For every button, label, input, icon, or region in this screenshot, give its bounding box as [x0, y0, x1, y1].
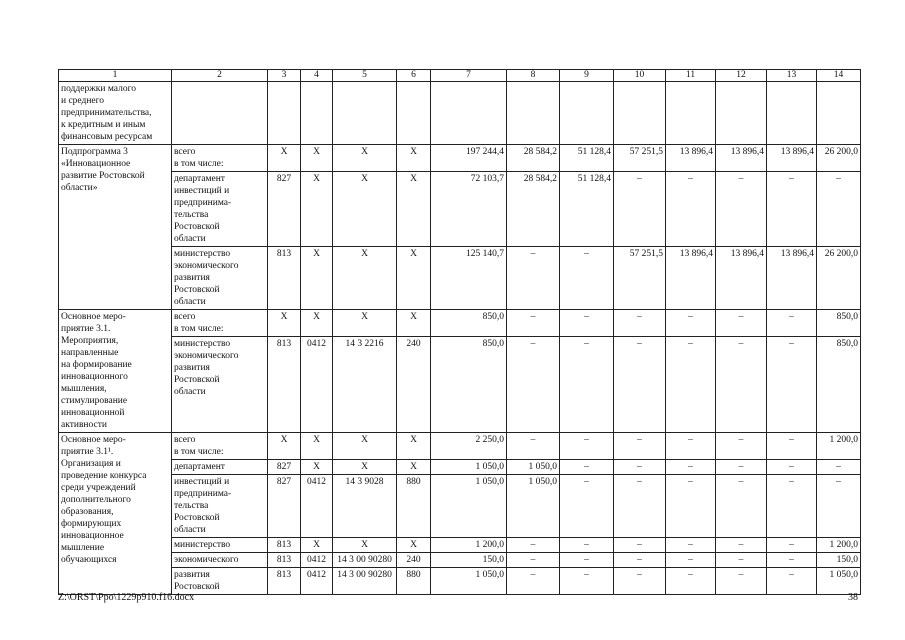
- value-cell: –: [767, 310, 817, 337]
- value-cell: –: [716, 475, 767, 538]
- value-cell: 13 896,4: [666, 247, 716, 310]
- value-cell: –: [507, 247, 560, 310]
- value-cell: –: [507, 310, 560, 337]
- value-cell: 13 896,4: [716, 145, 767, 172]
- value-cell: X: [301, 433, 333, 460]
- value-cell: –: [817, 460, 861, 475]
- value-cell: –: [614, 433, 666, 460]
- value-cell: 13 896,4: [767, 145, 817, 172]
- value-cell: 1 200,0: [817, 433, 861, 460]
- header-cell: 9: [560, 70, 614, 82]
- value-cell: X: [333, 172, 397, 247]
- value-cell: –: [507, 433, 560, 460]
- value-cell: 0412: [301, 553, 333, 568]
- value-cell: X: [333, 538, 397, 553]
- value-cell: X: [268, 310, 301, 337]
- table-row: [59, 538, 861, 553]
- value-cell: 13 896,4: [767, 247, 817, 310]
- value-cell: [333, 82, 397, 145]
- value-cell: 13 896,4: [666, 145, 716, 172]
- executor-cell: всего в том числе:: [172, 310, 268, 337]
- value-cell: X: [397, 247, 431, 310]
- value-cell: X: [333, 247, 397, 310]
- header-cell: 8: [507, 70, 560, 82]
- value-cell: 57 251,5: [614, 145, 666, 172]
- value-cell: 1 050,0: [431, 475, 507, 538]
- value-cell: [397, 82, 431, 145]
- value-cell: X: [333, 310, 397, 337]
- value-cell: –: [507, 568, 560, 595]
- table-row: [59, 475, 861, 538]
- executor-cell: министерство экономического развития Ростовской области: [172, 337, 268, 433]
- value-cell: 880: [397, 475, 431, 538]
- value-cell: 813: [268, 337, 301, 433]
- value-cell: –: [716, 433, 767, 460]
- value-cell: 813: [268, 568, 301, 595]
- executor-cell: экономического: [172, 553, 268, 568]
- row-label-cell: Подпрограмма 3 «Инновационное развитие Ростовской области»: [59, 145, 172, 310]
- value-cell: 813: [268, 247, 301, 310]
- value-cell: –: [666, 475, 716, 538]
- value-cell: 26 200,0: [817, 145, 861, 172]
- value-cell: –: [560, 247, 614, 310]
- header-cell: 7: [431, 70, 507, 82]
- value-cell: –: [767, 172, 817, 247]
- value-cell: –: [817, 475, 861, 538]
- value-cell: X: [301, 247, 333, 310]
- executor-cell: развития Ростовской: [172, 568, 268, 595]
- value-cell: X: [397, 433, 431, 460]
- value-cell: –: [614, 310, 666, 337]
- value-cell: –: [767, 460, 817, 475]
- value-cell: –: [767, 538, 817, 553]
- value-cell: 1 200,0: [431, 538, 507, 553]
- value-cell: 0412: [301, 337, 333, 433]
- value-cell: –: [767, 475, 817, 538]
- executor-cell: инвестиций и предпринима- тельства Ростовской области: [172, 475, 268, 538]
- value-cell: X: [301, 460, 333, 475]
- executor-cell: всего в том числе:: [172, 433, 268, 460]
- value-cell: –: [614, 538, 666, 553]
- value-cell: 14 3 9028: [333, 475, 397, 538]
- value-cell: [431, 82, 507, 145]
- value-cell: X: [268, 433, 301, 460]
- value-cell: X: [397, 145, 431, 172]
- value-cell: –: [614, 475, 666, 538]
- value-cell: 1 050,0: [431, 568, 507, 595]
- value-cell: 1 050,0: [817, 568, 861, 595]
- footer-file-path: Z:\ORST\Ppo\1229p910.f16.docx: [58, 592, 195, 603]
- value-cell: X: [397, 172, 431, 247]
- value-cell: 850,0: [817, 310, 861, 337]
- value-cell: 850,0: [431, 337, 507, 433]
- value-cell: –: [614, 337, 666, 433]
- value-cell: 813: [268, 553, 301, 568]
- value-cell: –: [716, 553, 767, 568]
- value-cell: X: [333, 145, 397, 172]
- value-cell: 827: [268, 475, 301, 538]
- value-cell: 14 3 00 90280: [333, 568, 397, 595]
- value-cell: –: [767, 337, 817, 433]
- value-cell: –: [666, 568, 716, 595]
- value-cell: 850,0: [817, 337, 861, 433]
- value-cell: 51 128,4: [560, 172, 614, 247]
- value-cell: 240: [397, 553, 431, 568]
- table-row: [59, 172, 861, 247]
- table-row: [59, 460, 861, 475]
- value-cell: X: [268, 145, 301, 172]
- value-cell: 28 584,2: [507, 172, 560, 247]
- header-row: [59, 70, 861, 82]
- footer-page-number: 38: [848, 592, 858, 603]
- executor-cell: департамент: [172, 460, 268, 475]
- value-cell: –: [666, 172, 716, 247]
- header-cell: 3: [268, 70, 301, 82]
- header-cell: 11: [666, 70, 716, 82]
- value-cell: –: [614, 460, 666, 475]
- budget-table: [58, 69, 861, 595]
- executor-cell: министерство: [172, 538, 268, 553]
- value-cell: [716, 82, 767, 145]
- value-cell: X: [333, 433, 397, 460]
- executor-cell: всего в том числе:: [172, 145, 268, 172]
- value-cell: –: [614, 553, 666, 568]
- value-cell: [268, 82, 301, 145]
- value-cell: [507, 82, 560, 145]
- value-cell: [767, 82, 817, 145]
- table-row: [59, 568, 861, 595]
- header-cell: 13: [767, 70, 817, 82]
- value-cell: X: [397, 310, 431, 337]
- value-cell: –: [560, 568, 614, 595]
- value-cell: –: [716, 172, 767, 247]
- header-cell: 4: [301, 70, 333, 82]
- executor-cell: [172, 82, 268, 145]
- value-cell: [817, 82, 861, 145]
- value-cell: X: [333, 460, 397, 475]
- value-cell: –: [560, 460, 614, 475]
- value-cell: X: [397, 538, 431, 553]
- value-cell: –: [560, 433, 614, 460]
- value-cell: –: [767, 568, 817, 595]
- value-cell: –: [716, 460, 767, 475]
- value-cell: [560, 82, 614, 145]
- value-cell: –: [767, 433, 817, 460]
- value-cell: 14 3 2216: [333, 337, 397, 433]
- value-cell: X: [301, 310, 333, 337]
- value-cell: –: [716, 337, 767, 433]
- value-cell: –: [614, 568, 666, 595]
- value-cell: 57 251,5: [614, 247, 666, 310]
- value-cell: –: [716, 538, 767, 553]
- value-cell: 197 244,4: [431, 145, 507, 172]
- value-cell: 1 050,0: [431, 460, 507, 475]
- header-cell: 10: [614, 70, 666, 82]
- table-row: [59, 310, 861, 337]
- table-row: [59, 145, 861, 172]
- value-cell: 28 584,2: [507, 145, 560, 172]
- value-cell: –: [666, 460, 716, 475]
- value-cell: –: [507, 337, 560, 433]
- value-cell: 850,0: [431, 310, 507, 337]
- value-cell: 13 896,4: [716, 247, 767, 310]
- value-cell: 827: [268, 460, 301, 475]
- value-cell: –: [666, 310, 716, 337]
- header-cell: 14: [817, 70, 861, 82]
- value-cell: –: [767, 553, 817, 568]
- value-cell: –: [507, 553, 560, 568]
- value-cell: –: [560, 310, 614, 337]
- value-cell: –: [614, 172, 666, 247]
- value-cell: –: [560, 337, 614, 433]
- value-cell: –: [560, 553, 614, 568]
- row-label-cell: поддержки малого и среднего предпринимательства, к кредитным и иным финансовым ресурсам: [59, 82, 172, 145]
- value-cell: –: [666, 337, 716, 433]
- value-cell: 0412: [301, 568, 333, 595]
- header-cell: 12: [716, 70, 767, 82]
- value-cell: –: [507, 538, 560, 553]
- value-cell: –: [666, 538, 716, 553]
- value-cell: 1 200,0: [817, 538, 861, 553]
- value-cell: X: [397, 460, 431, 475]
- value-cell: [666, 82, 716, 145]
- value-cell: 14 3 00 90280: [333, 553, 397, 568]
- value-cell: –: [716, 568, 767, 595]
- value-cell: [614, 82, 666, 145]
- value-cell: 150,0: [817, 553, 861, 568]
- value-cell: –: [817, 172, 861, 247]
- value-cell: 240: [397, 337, 431, 433]
- table-row: [59, 337, 861, 433]
- header-cell: 6: [397, 70, 431, 82]
- value-cell: 72 103,7: [431, 172, 507, 247]
- header-cell: 1: [59, 70, 172, 82]
- value-cell: 813: [268, 538, 301, 553]
- executor-cell: департамент инвестиций и предпринима- тельства Ростовской области: [172, 172, 268, 247]
- value-cell: –: [560, 475, 614, 538]
- row-label-cell: Основное меро- приятие 3.1. Мероприятия, направленные на формирование инновационного мышления, стимулирование инновационной активности: [59, 310, 172, 433]
- value-cell: 827: [268, 172, 301, 247]
- table-row: [59, 82, 861, 145]
- table-row: [59, 433, 861, 460]
- value-cell: –: [666, 433, 716, 460]
- value-cell: –: [560, 538, 614, 553]
- value-cell: 1 050,0: [507, 460, 560, 475]
- executor-cell: министерство экономического развития Ростовской области: [172, 247, 268, 310]
- value-cell: 125 140,7: [431, 247, 507, 310]
- value-cell: –: [666, 553, 716, 568]
- value-cell: 150,0: [431, 553, 507, 568]
- value-cell: 0412: [301, 475, 333, 538]
- value-cell: X: [301, 172, 333, 247]
- table-row: [59, 553, 861, 568]
- row-label-cell: Основное меро- приятие 3.1¹. Организация и проведение конкурса среди учреждений дополнительного образования, формирующих инновационное мышление обучающихся: [59, 433, 172, 595]
- value-cell: X: [301, 538, 333, 553]
- value-cell: 26 200,0: [817, 247, 861, 310]
- value-cell: 880: [397, 568, 431, 595]
- value-cell: 51 128,4: [560, 145, 614, 172]
- value-cell: [301, 82, 333, 145]
- value-cell: 2 250,0: [431, 433, 507, 460]
- value-cell: X: [301, 145, 333, 172]
- value-cell: 1 050,0: [507, 475, 560, 538]
- table-row: [59, 247, 861, 310]
- value-cell: –: [716, 310, 767, 337]
- header-cell: 2: [172, 70, 268, 82]
- header-cell: 5: [333, 70, 397, 82]
